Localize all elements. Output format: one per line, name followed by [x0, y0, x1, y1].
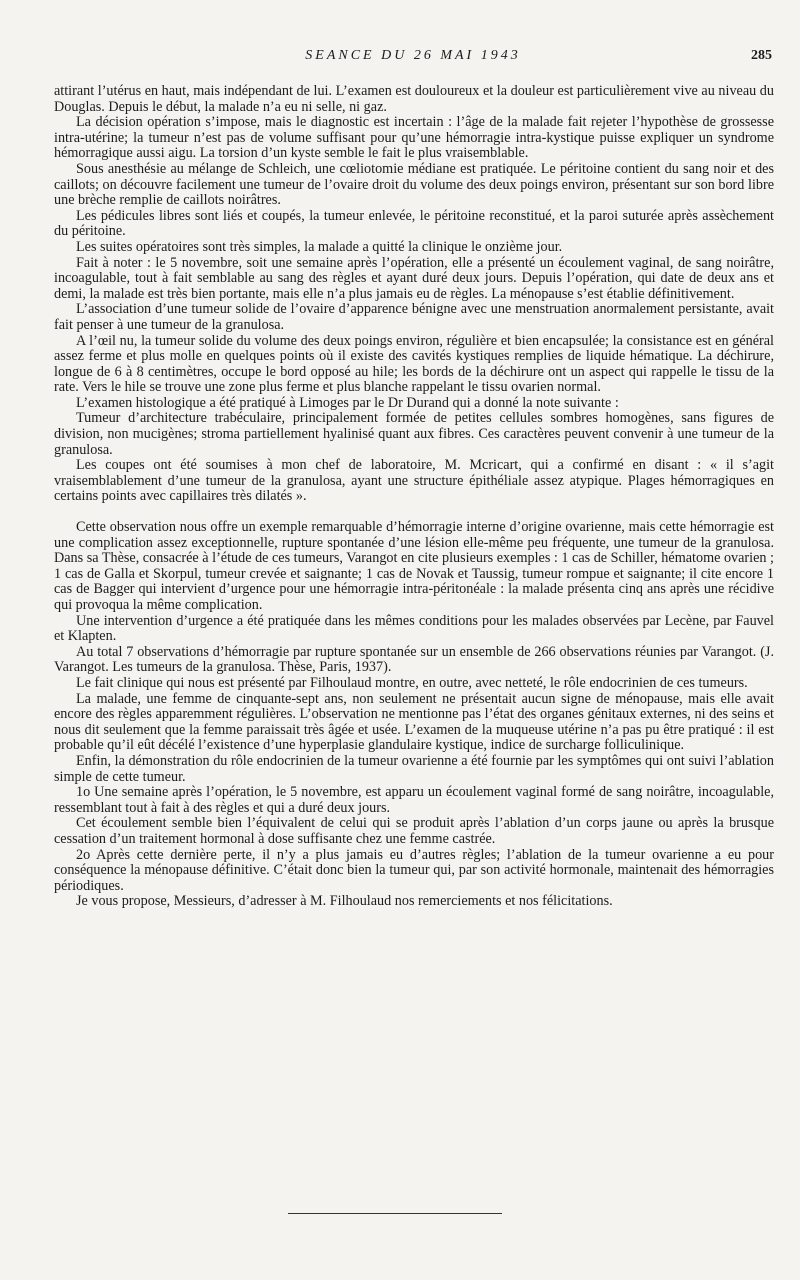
- histology-note: Tumeur d’architecture trabéculaire, principalement formée de petites cellules sombres homogènes, sans figures de division, non mucigènes; stroma partiellement hyalinisé quant aux fibres. Ces caractères peuvent convenir à une tumeur de la granulosa.: [54, 410, 774, 458]
- paragraph: Les suites opératoires sont très simples, la malade a quitté la clinique le onzième jour.: [76, 238, 563, 255]
- paragraph: La décision opération s’impose, mais le diagnostic est incertain : l’âge de la malade fait rejeter l’hypothèse de grossesse intra-utérine; la tumeur n’est pas de volume suffisant pour qu’une hémorragie intra-kystique puisse expliquer un syndrome hémorragique aussi aigu. La torsion d’un kyste semble le fait le plus vraisemblable.: [54, 114, 774, 162]
- article-body: [54, 84, 774, 910]
- paragraph: Les pédicules libres sont liés et coupés, la tumeur enlevée, le péritoine reconstitué, et la paroi suturée après assèchement du péritoine.: [54, 207, 774, 240]
- section-gap: [54, 505, 774, 520]
- paragraph: A l’œil nu, la tumeur solide du volume des deux poings environ, régulière et bien encapsulée; la consistance est en général assez ferme et plus molle en quelques points où il existe des cavités kystiques remplies de liquide hématique. La déchirure, longue de 6 à 8 centimètres, occupe le bord opposé au hile; les bords de la déchirure ont un aspect qui rappelle le tissu de la rate. Vers le hile se trouve une zone plus ferme et plus blanche rappelant le tissu ovarien normal.: [54, 332, 774, 396]
- page-header: [54, 48, 772, 68]
- paragraph: L’examen histologique a été pratiqué à Limoges par le Dr Durand qui a donné la note suivante :: [76, 394, 619, 411]
- paragraph: L’association d’une tumeur solide de l’ovaire d’apparence bénigne avec une menstruation anormalement persistante, avait fait penser à une tumeur de la granulosa.: [54, 301, 774, 333]
- end-rule: [288, 1213, 502, 1214]
- paragraph: Au total 7 observations d’hémorragie par rupture spontanée sur un ensemble de 266 observations réunies par Varangot. (J. Varangot. Les tumeurs de la granulosa. Thèse, Paris, 1937).: [54, 643, 774, 676]
- paragraph: attirant l’utérus en haut, mais indépendant de lui. L’examen est douloureux et la douleur est particulièrement vive au niveau du Douglas. Depuis le début, la malade n’a eu ni selle, ni gaz.: [54, 83, 774, 115]
- paragraph: Sous anesthésie au mélange de Schleich, une cœliotomie médiane est pratiquée. Le péritoine contient du sang noir et des caillots; on découvre facilement une tumeur de l’ovaire droit du volume des deux poings environ, présentant sur son bord libre une brèche remplie de caillots noirâtres.: [54, 160, 774, 209]
- page-number: 285: [751, 48, 772, 63]
- running-title: SEANCE DU 26 MAI 1943: [305, 48, 521, 63]
- paragraph: Fait à noter : le 5 novembre, soit une semaine après l’opération, elle a présenté un écoulement vaginal, de sang noirâtre, incoagulable, tout à fait semblable au sang des règles et ayant duré deux jours. Depuis l’opération, qui date de deux ans et demi, la malade est très bien portante, mais elle n’a plus jamais eu de règles. La ménopause s’est établie définitivement.: [54, 254, 774, 302]
- paragraph: Le fait clinique qui nous est présenté par Filhoulaud montre, en outre, avec netteté, le rôle endocrinien de ces tumeurs.: [76, 674, 748, 691]
- paragraph: 2o Après cette dernière perte, il n’y a plus jamais eu d’autres règles; l’ablation de la tumeur ovarienne a eu pour conséquence la ménopause définitive. C’était donc bien la tumeur qui, par son activité hormonale, maintenait des hémorragies périodiques.: [54, 846, 774, 894]
- paragraph: La malade, une femme de cinquante-sept ans, non seulement ne présentait aucun signe de ménopause, mais elle avait encore des règles apparemment régulières. L’observation ne mentionne pas l’état des organes génitaux externes, ni des seins et nous dit seulement que la femme paraissait très âgée et usée. L’examen de la muqueuse utérine n’a pas pu être pratiqué : il est probable qu’il eût décélé l’existence d’une hyperplasie glandulaire kystique, indice de surcharge folliculinique.: [54, 690, 774, 754]
- paragraph: Cette observation nous offre un exemple remarquable d’hémorragie interne d’origine ovarienne, mais cette hémorragie est une complication assez exceptionnelle, rupture spontanée d’une lésion elle-même peu fréquente, une tumeur de la granulosa. Dans sa Thèse, consacrée à l’étude de ces tumeurs, Varangot en cite plusieurs exemples : 1 cas de Schiller, hématome ovarien ; 1 cas de Galla et Skorpul, tumeur crevée et saignante; 1 cas de Novak et Taussig, tumeur rompue et saignante; il cite encore 1 cas de Bagger qui intervient d’urgence pour une hémorragie intra-péritonéale : la malade présenta cinq ans après une récidive qui provoqua la même complication.: [54, 519, 774, 613]
- paragraph: Une intervention d’urgence a été pratiquée dans les mêmes conditions pour les malades observées par Lecène, par Fauvel et Klapten.: [54, 612, 774, 645]
- paragraph: 1o Une semaine après l’opération, le 5 novembre, est apparu un écoulement vaginal formé de sang noirâtre, incoagulable, ressemblant tout à fait à des règles et qui a duré deux jours.: [54, 784, 774, 816]
- paragraph: Les coupes ont été soumises à mon chef de laboratoire, M. Mcricart, qui a confirmé en disant : « il s’agit vraisemblablement d’une tumeur de la granulosa, ayant une structure épithéliale assez atypique. Plages hémorragiques en certains points avec capillaires très dilatés ».: [54, 457, 774, 505]
- paragraph: Cet écoulement semble bien l’équivalent de celui qui se produit après l’ablation d’un corps jaune ou après la brusque cessation d’un traitement hormonal à dose suffisante chez une femme castrée.: [54, 815, 774, 847]
- closing-paragraph: Je vous propose, Messieurs, d’adresser à M. Filhoulaud nos remerciements et nos félicitations.: [76, 893, 613, 910]
- paragraph: Enfin, la démonstration du rôle endocrinien de la tumeur ovarienne a été fournie par les symptômes qui ont suivi l’ablation simple de cette tumeur.: [54, 752, 774, 785]
